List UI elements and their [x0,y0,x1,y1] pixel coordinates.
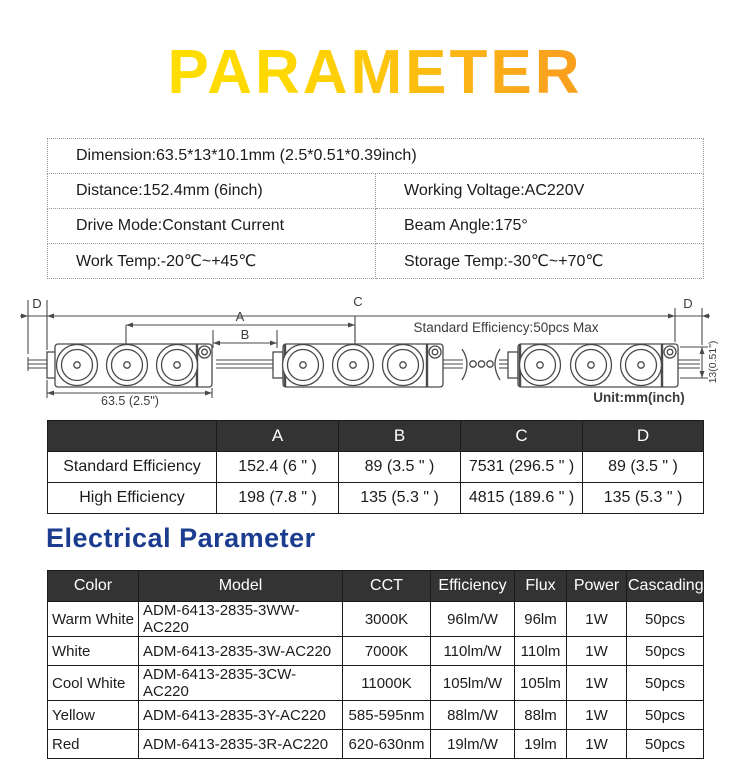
table-row [48,244,704,279]
spec-dimension: Dimension:63.5*13*10.1mm (2.5*0.51*0.39inch) [48,139,704,174]
table-header-row [48,571,704,602]
table-row [48,174,704,209]
col-model: Model [139,571,343,602]
col-cascading: Cascading [627,571,704,602]
table-row [48,637,704,666]
page-title: PARAMETER [0,40,750,105]
cell-power: 1W [567,730,627,759]
dim-col-d: D [583,421,704,452]
cell-a: 152.4 (6 " ) [217,452,339,483]
table-row [48,701,704,730]
cell-color: White [48,637,139,666]
led-module [273,344,443,387]
spec-distance: Distance:152.4mm (6inch) [48,174,376,209]
cell-color: Yellow [48,701,139,730]
table-row [48,483,704,514]
cell-power: 1W [567,666,627,701]
cell-power: 1W [567,637,627,666]
dim-label-a: A [235,309,245,324]
cell-d: 89 (3.5 " ) [583,452,704,483]
spec-work-temp: Work Temp:-20℃~+45℃ [48,244,376,279]
table-header-row [48,421,704,452]
cell-model: ADM-6413-2835-3R-AC220 [139,730,343,759]
cell-cascading: 50pcs [627,637,704,666]
spec-table [47,138,704,279]
dim-label-d-left: D [32,296,42,311]
cell-efficiency: 96lm/W [431,602,515,637]
dim-col-c: C [461,421,583,452]
dimension-table [47,420,704,514]
dim-col-b: B [339,421,461,452]
cell-flux: 110lm [515,637,567,666]
col-cct: CCT [343,571,431,602]
module-dimension-diagram [0,292,750,414]
electrical-parameter-heading: Electrical Parameter [46,523,316,553]
cell-efficiency: 19lm/W [431,730,515,759]
cell-cct: 620-630nm [343,730,431,759]
cell-cct: 7000K [343,637,431,666]
table-row [48,730,704,759]
cell-model: ADM-6413-2835-3CW-AC220 [139,666,343,701]
electrical-table [47,570,704,759]
cell-flux: 19lm [515,730,567,759]
dim-table-corner [48,421,217,452]
max-cascade-note: Standard Efficiency:50pcs Max [413,320,599,335]
cell-model: ADM-6413-2835-3W-AC220 [139,637,343,666]
cell-c: 4815 (189.6 " ) [461,483,583,514]
unit-note: Unit:mm(inch) [593,390,685,405]
led-module [508,344,678,387]
cell-cascading: 50pcs [627,701,704,730]
module-height-label: 13(0.51") [707,340,719,384]
cell-efficiency: 105lm/W [431,666,515,701]
cell-a: 198 (7.8 " ) [217,483,339,514]
cell-color: Warm White [48,602,139,637]
cell-b: 135 (5.3 " ) [339,483,461,514]
spec-working-voltage: Working Voltage:AC220V [376,174,704,209]
table-row [48,666,704,701]
cell-model: ADM-6413-2835-3Y-AC220 [139,701,343,730]
cell-power: 1W [567,701,627,730]
dim-col-a: A [217,421,339,452]
table-row [48,139,704,174]
module-length-label: 63.5 (2.5") [101,394,159,408]
cell-cascading: 50pcs [627,730,704,759]
cell-flux: 96lm [515,602,567,637]
cell-cct: 11000K [343,666,431,701]
spec-storage-temp: Storage Temp:-30℃~+70℃ [376,244,704,279]
dim-label-c: C [353,294,363,309]
cell-b: 89 (3.5 " ) [339,452,461,483]
cable-break-mark [462,349,500,380]
col-flux: Flux [515,571,567,602]
cell-color: Cool White [48,666,139,701]
dim-label-d-right: D [683,296,693,311]
col-efficiency: Efficiency [431,571,515,602]
col-color: Color [48,571,139,602]
spec-drive-mode: Drive Mode:Constant Current [48,209,376,244]
table-row [48,602,704,637]
cell-cascading: 50pcs [627,666,704,701]
cell-cct: 3000K [343,602,431,637]
cell-cascading: 50pcs [627,602,704,637]
cell-c: 7531 (296.5 " ) [461,452,583,483]
row-label: Standard Efficiency [48,452,217,483]
led-module [47,344,212,387]
cell-d: 135 (5.3 " ) [583,483,704,514]
table-row [48,209,704,244]
cell-flux: 105lm [515,666,567,701]
col-power: Power [567,571,627,602]
dim-label-b: B [240,327,250,342]
cell-color: Red [48,730,139,759]
cell-efficiency: 110lm/W [431,637,515,666]
cell-power: 1W [567,602,627,637]
cell-cct: 585-595nm [343,701,431,730]
table-row [48,452,704,483]
cell-efficiency: 88lm/W [431,701,515,730]
cell-flux: 88lm [515,701,567,730]
row-label: High Efficiency [48,483,217,514]
spec-beam-angle: Beam Angle:175° [376,209,704,244]
cell-model: ADM-6413-2835-3WW-AC220 [139,602,343,637]
